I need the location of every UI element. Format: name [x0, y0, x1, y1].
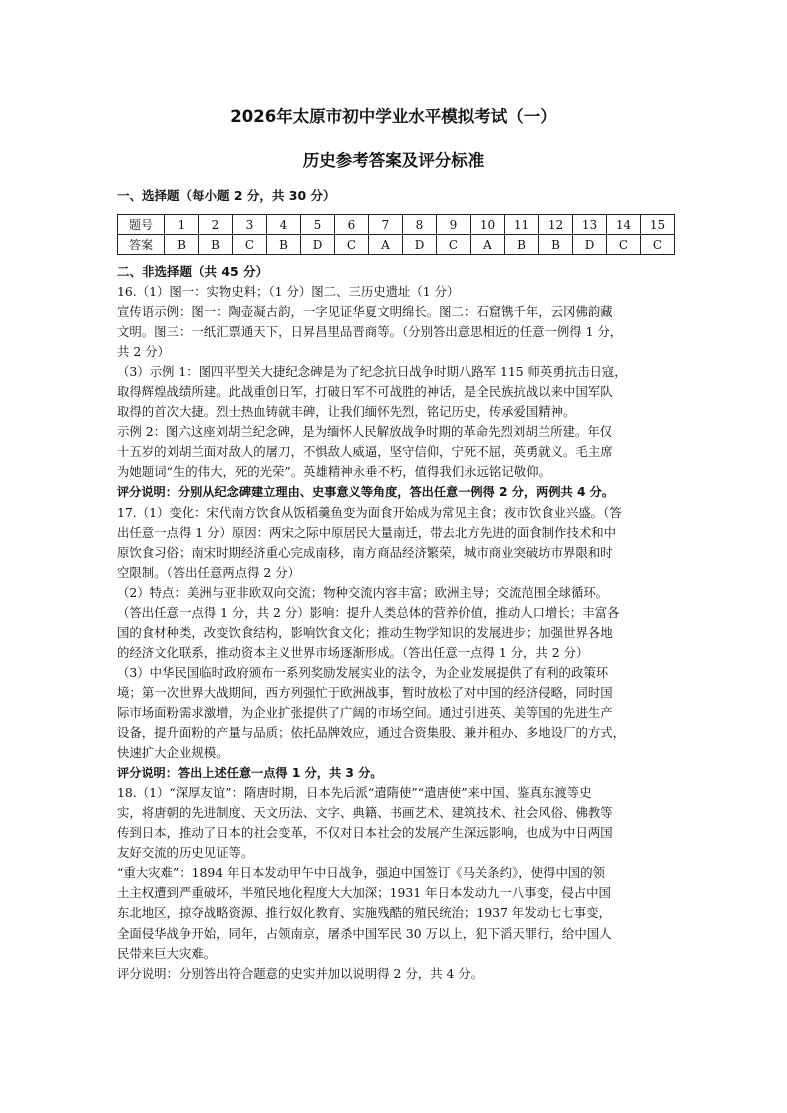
answer-cell: C	[233, 235, 267, 255]
answer-text-line: 东北地区，掠夺战略资源、推行奴化教育、实施残酷的殖民统治；1937 年发动七七事变，	[117, 905, 611, 921]
question-number-cell: 11	[505, 215, 539, 235]
question-number-cell: 2	[199, 215, 233, 235]
answer-text-line: 的经济文化联系，推动资本主义世界市场逐渐形成。（答出任意一点得 1 分，共 2 分）	[117, 644, 589, 660]
answer-text-line: 快速扩大企业规模。	[117, 745, 229, 761]
answer-text-line: 文明。图三：一纸汇票通天下，日昇昌里品晋商等。（分别答出意思相近的任意一例得 1 分，	[117, 324, 623, 340]
scoring-note-line: 评分说明：答出上述任意一点得 1 分，共 3 分。	[117, 766, 383, 781]
question-number-row	[118, 215, 675, 235]
answer-text-line: 评分说明：分别答出符合题意的史实并加以说明得 2 分，共 4 分。	[117, 965, 484, 981]
answer-cell: B	[199, 235, 233, 255]
question-number-cell: 4	[267, 215, 301, 235]
answer-text-line: 17.（1）变化：宋代南方饮食从饭稻羹鱼变为面食开始成为常见主食；夜市饮食业兴盛。（答	[117, 504, 622, 520]
answer-text-line: 出任意一点得 1 分）原因：两宋之际中原居民大量南迁，带去北方先进的面食制作技术和中	[117, 524, 616, 540]
question-number-cell: 3	[233, 215, 267, 235]
answer-text-line: 实，将唐朝的先进制度、天文历法、文字、典籍、书画艺术、建筑技术、社会风俗、佛教等	[117, 805, 613, 821]
answer-cell: D	[573, 235, 607, 255]
answer-text-line: 为她题词“生的伟大，死的光荣”。英雄精神永垂不朽，值得我们永远铭记敬仰。	[117, 464, 551, 480]
answer-text-line: （3）示例 1：图四平型关大捷纪念碑是为了纪念抗日战争时期八路军 115 师英勇抗击日寇，	[117, 364, 627, 380]
answer-text-line: 友好交流的历史见证等。	[117, 845, 254, 861]
answer-cell: A	[369, 235, 403, 255]
answer-text-line: 共 2 分）	[117, 344, 170, 360]
question-number-cell: 10	[471, 215, 505, 235]
section-1-heading: 一、选择题（每小题 2 分，共 30 分）	[117, 188, 336, 203]
question-number-cell: 13	[573, 215, 607, 235]
answer-cell: C	[437, 235, 471, 255]
exam-title: 2026年太原市初中学业水平模拟考试（一）	[230, 107, 557, 126]
answer-cell: B	[505, 235, 539, 255]
answer-cell: A	[471, 235, 505, 255]
question-number-cell: 7	[369, 215, 403, 235]
question-number-cell: 9	[437, 215, 471, 235]
answer-text-line: 际市场面粉需求激增，为企业扩张提供了广阔的市场空间。通过引进英、美等国的先进生产	[117, 704, 613, 720]
answer-text-line: 土主权遭到严重破坏，半殖民地化程度大大加深；1931 年日本发动九一八事变，侵占中国	[117, 885, 611, 901]
answer-text-line: 宣传语示例：图一：陶壶凝古韵，一字见证华夏文明绵长。图二：石窟镌千年，云冈佛韵藏	[117, 304, 613, 320]
answer-text-line: 境；第一次世界大战期间，西方列强忙于欧洲战事，暂时放松了对中国的经济侵略，同时国	[117, 684, 613, 700]
answer-text-line: 空限制。（答出任意两点得 2 分）	[117, 564, 301, 580]
answer-text-line: 设备，提升面粉的产量与品质；依托品牌效应，通过合资集股、兼并租办、多地设厂的方式，	[117, 725, 626, 741]
row-label-answer: 答案	[118, 235, 165, 255]
answer-text-line: （3）中华民国临时政府颁布一系列奖励发展实业的法令，为企业发展提供了有利的政策环	[117, 664, 609, 680]
answer-text-line: 民带来巨大灾难。	[117, 945, 217, 961]
answer-text-line: 十五岁的刘胡兰面对敌人的屠刀，不惧敌人威逼，坚守信仰，宁死不屈，英勇就义。毛主席	[117, 444, 613, 460]
section-2-heading: 二、非选择题（共 45 分）	[117, 264, 269, 279]
question-number-cell: 6	[335, 215, 369, 235]
answer-cell: D	[301, 235, 335, 255]
answer-cell: B	[539, 235, 573, 255]
answer-text-line: （答出任意一点得 1 分，共 2 分）影响：提升人类总体的营养价值，推动人口增长；丰富各	[117, 604, 620, 620]
answer-cell: B	[165, 235, 199, 255]
answer-text-line: （2）特点：美洲与亚非欧双向交流；物种交流内容丰富；欧洲主导；交流范围全球循环。	[117, 584, 609, 600]
scoring-note-line: 评分说明：分别从纪念碑建立理由、史事意义等角度，答出任意一例得 2 分，两例共 4 分。	[117, 485, 615, 500]
question-number-cell: 8	[403, 215, 437, 235]
answer-text-line: 示例 2：图六这座刘胡兰纪念碑，是为缅怀人民解放战争时期的革命先烈刘胡兰所建。年仅	[117, 424, 613, 440]
answer-table	[117, 214, 675, 255]
answer-cell: C	[641, 235, 675, 255]
question-number-cell: 5	[301, 215, 335, 235]
answer-text-line: 16.（1）图一：实物史料；（1 分）图二、三历史遗址（1 分）	[117, 284, 460, 299]
answer-text-line: 取得辉煌战绩所建。此战重创日军，打破日军不可战胜的神话，是全民族抗战以来中国军队	[117, 384, 613, 400]
answer-text-line: 原饮食习俗；南宋时期经济重心完成南移，南方商品经济繁荣，城市商业突破坊市界限和时	[117, 544, 613, 560]
answer-text-line: “重大灾难”：1894 年日本发动甲午中日战争，强迫中国签订《马关条约》，使得中国的领	[117, 865, 606, 881]
answer-text-line: 18.（1）“深厚友谊”：隋唐时期，日本先后派“遣隋使”“遣唐使”来中国、鉴真东渡等史	[117, 785, 592, 801]
answer-cell: B	[267, 235, 301, 255]
question-number-cell: 1	[165, 215, 199, 235]
question-number-cell: 15	[641, 215, 675, 235]
section-2-body	[117, 282, 670, 984]
answer-row	[118, 235, 675, 255]
answer-key-subtitle: 历史参考答案及评分标准	[302, 151, 485, 170]
answer-cell: C	[335, 235, 369, 255]
row-label-number: 题号	[118, 215, 165, 235]
answer-cell: D	[403, 235, 437, 255]
answer-text-line: 取得的首次大捷。烈士热血铸就丰碑，让我们缅怀先烈，铭记历史，传承爱国精神。	[117, 404, 576, 420]
question-number-cell: 14	[607, 215, 641, 235]
answer-text-line: 全面侵华战争开始，同年，占领南京，屠杀中国军民 30 万以上，犯下滔天罪行，给中国人	[117, 925, 612, 941]
question-number-cell: 12	[539, 215, 573, 235]
answer-text-line: 国的食材种类，改变饮食结构，影响饮食文化；推动生物学知识的发展进步；加强世界各地	[117, 624, 613, 640]
answer-text-line: 传到日本，推动了日本的社会变革，不仅对日本社会的发展产生深远影响，也成为中日两国	[117, 825, 613, 841]
answer-cell: C	[607, 235, 641, 255]
